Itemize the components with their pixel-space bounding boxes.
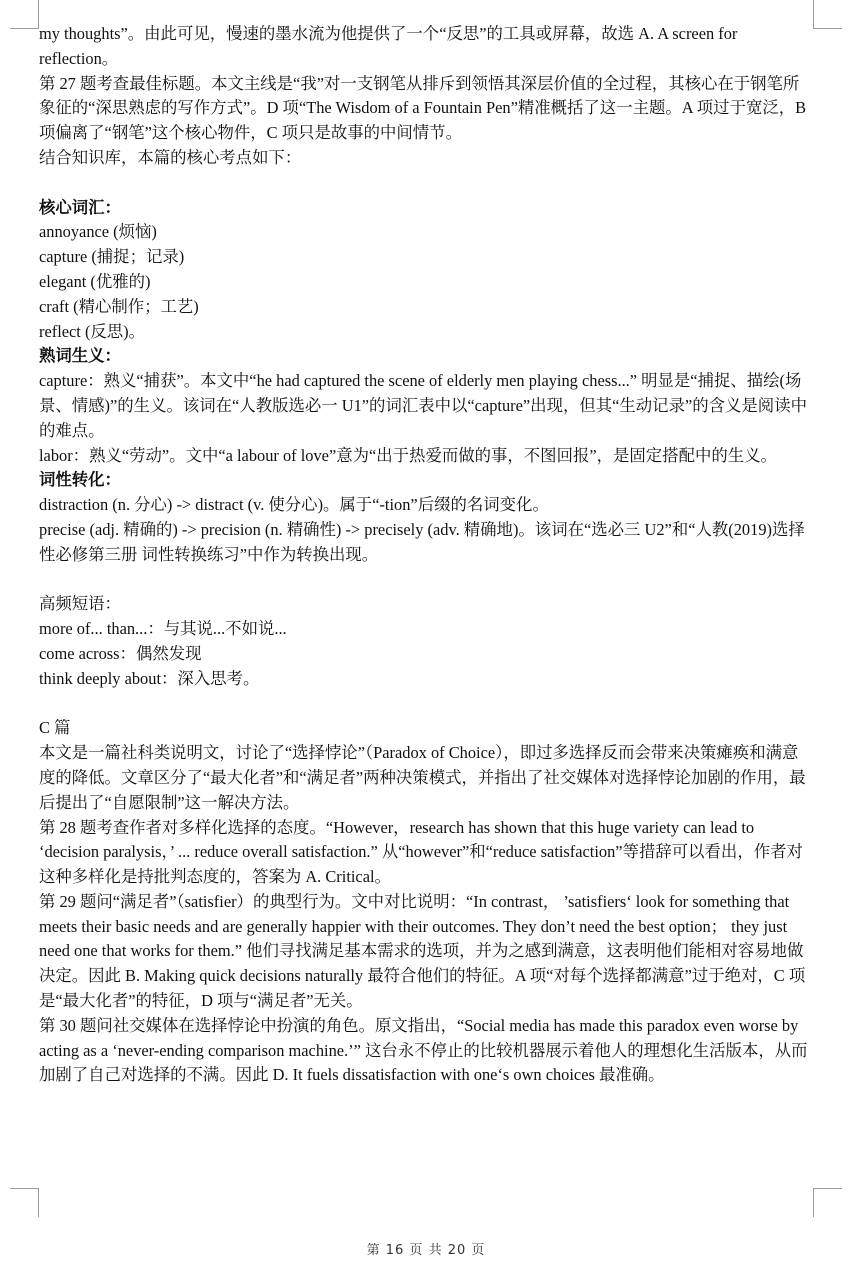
blank-line [39, 171, 811, 196]
vocab-item: elegant (优雅的) [39, 271, 151, 291]
paragraph-q29: 第 29 题问“满足者”（satisfier）的典型行为。文中对比说明：“In contrast， ’satisfiers‘ look for something that meets their basic needs and are generally happier with their outcomes. They don’t need the best option； they just need one that works for them.” 他们寻找满足基本需求的选项，并为之感到满意，这表明他们能相对容易地做决定。因此 B. Making quick decisions naturally 最符合他们的特征。A 项“对每个选择都满意”过于绝对，C 项是“最大化者”的特征，D 项与“满足者”无关。 [39, 891, 806, 1011]
vocab-item: annoyance (烦恼) [39, 222, 157, 242]
crop-mark-top-right [813, 0, 842, 29]
paragraph-q27: 第 27 题考查最佳标题。本文主线是“我”对一支钢笔从排斥到领悟其深层价值的全过程，其核心在于钢笔所象征的“深思熟虑的写作方式”。D 项“The Wisdom of a Fountain Pen”精准概括了这一主题。A 项过于宽泛，B 项偏离了“钢笔”这个核心物件，C 项只是故事的中间情节。 [39, 73, 807, 143]
vocab-item: reflect (反思)。 [39, 321, 146, 341]
paragraph-precise: precise (adj. 精确的) -> precision (n. 精确性) -> precisely (adv. 精确地)。该词在“选必三 U2”和“人教(2019)选择性必修第三册 词性转换练习”中作为转换出现。 [39, 519, 805, 564]
vocab-item: capture (捕捉；记录) [39, 247, 185, 267]
heading-phrases: 高频短语： [39, 594, 121, 614]
heading-new-meanings: 熟词生义： [39, 346, 121, 366]
crop-mark-bottom-left [10, 1188, 39, 1217]
crop-mark-top-left [10, 0, 39, 29]
phrase-item: come across：偶然发现 [39, 643, 202, 663]
paragraph-capture: capture：熟义“捕获”。本文中“he had captured the scene of elderly men playing chess...” 明显是“捕捉、描绘(场景、情感)”的生义。该词在“人教版选必一 U1”的词汇表中以“capture”出现，但其“生动记录”的含义是阅读中的难点。 [39, 371, 807, 440]
vocab-item: craft (精心制作；工艺) [39, 296, 199, 316]
paragraph-q30: 第 30 题问社交媒体在选择悖论中扮演的角色。原文指出，“Social media has made this paradox even worse by acting as a ‘never-ending comparison machine.’” 这台永不停止的比较机器展示着他人的理想化生活版本，从而加剧了自己对选择的不满。因此 D. It fuels dissatisfaction with one‘s own choices 最准确。 [39, 1015, 808, 1085]
phrase-item: more of... than...：与其说...不如说... [39, 619, 287, 639]
paragraph-knowledge-intro: 结合知识库，本篇的核心考点如下： [39, 147, 302, 167]
blank-line [39, 692, 811, 717]
paragraph-q26-answer: my thoughts”。由此可见，慢速的墨水流为他提供了一个“反思”的工具或屏幕，故选 A. A screen for reflection。 [39, 24, 738, 68]
paragraph-labor: labor：熟义“劳动”。文中“a labour of love”意为“出于热爱而做的事，不图回报”，是固定搭配中的生义。 [39, 445, 777, 465]
paragraph-section-c-summary: 本文是一篇社科类说明文，讨论了“选择悖论”（Paradox of Choice），即过多选择反而会带来决策瘫痪和满意度的降低。文章区分了“最大化者”和“满足者”两种决策模式，并指出了社交媒体对选择悖论加剧的作用，最后提出了“自愿限制”这一解决方法。 [39, 743, 806, 812]
blank-line [39, 568, 811, 593]
paragraph-distraction: distraction (n. 分心) -> distract (v. 使分心)。属于“-tion”后缀的名词变化。 [39, 495, 549, 515]
paragraph-q28: 第 28 题考查作者对多样化选择的态度。“However，research has shown that this huge variety can lead to ‘decision paralysis，’ ... reduce overall satisfaction.” 从“however”和“reduce satisfaction”等措辞可以看出，作者对这种多样化是持批判态度的，答案为 A. Critical。 [39, 817, 803, 887]
heading-word-conversion: 词性转化： [39, 470, 121, 490]
section-c-heading: C 篇 [39, 718, 71, 738]
crop-mark-bottom-right [813, 1188, 842, 1217]
page-footer: 第 16 页 共 20 页 [366, 1243, 486, 1258]
phrase-item: think deeply about：深入思考。 [39, 668, 260, 688]
document-body [39, 22, 811, 1088]
heading-core-vocabulary: 核心词汇： [39, 197, 121, 217]
